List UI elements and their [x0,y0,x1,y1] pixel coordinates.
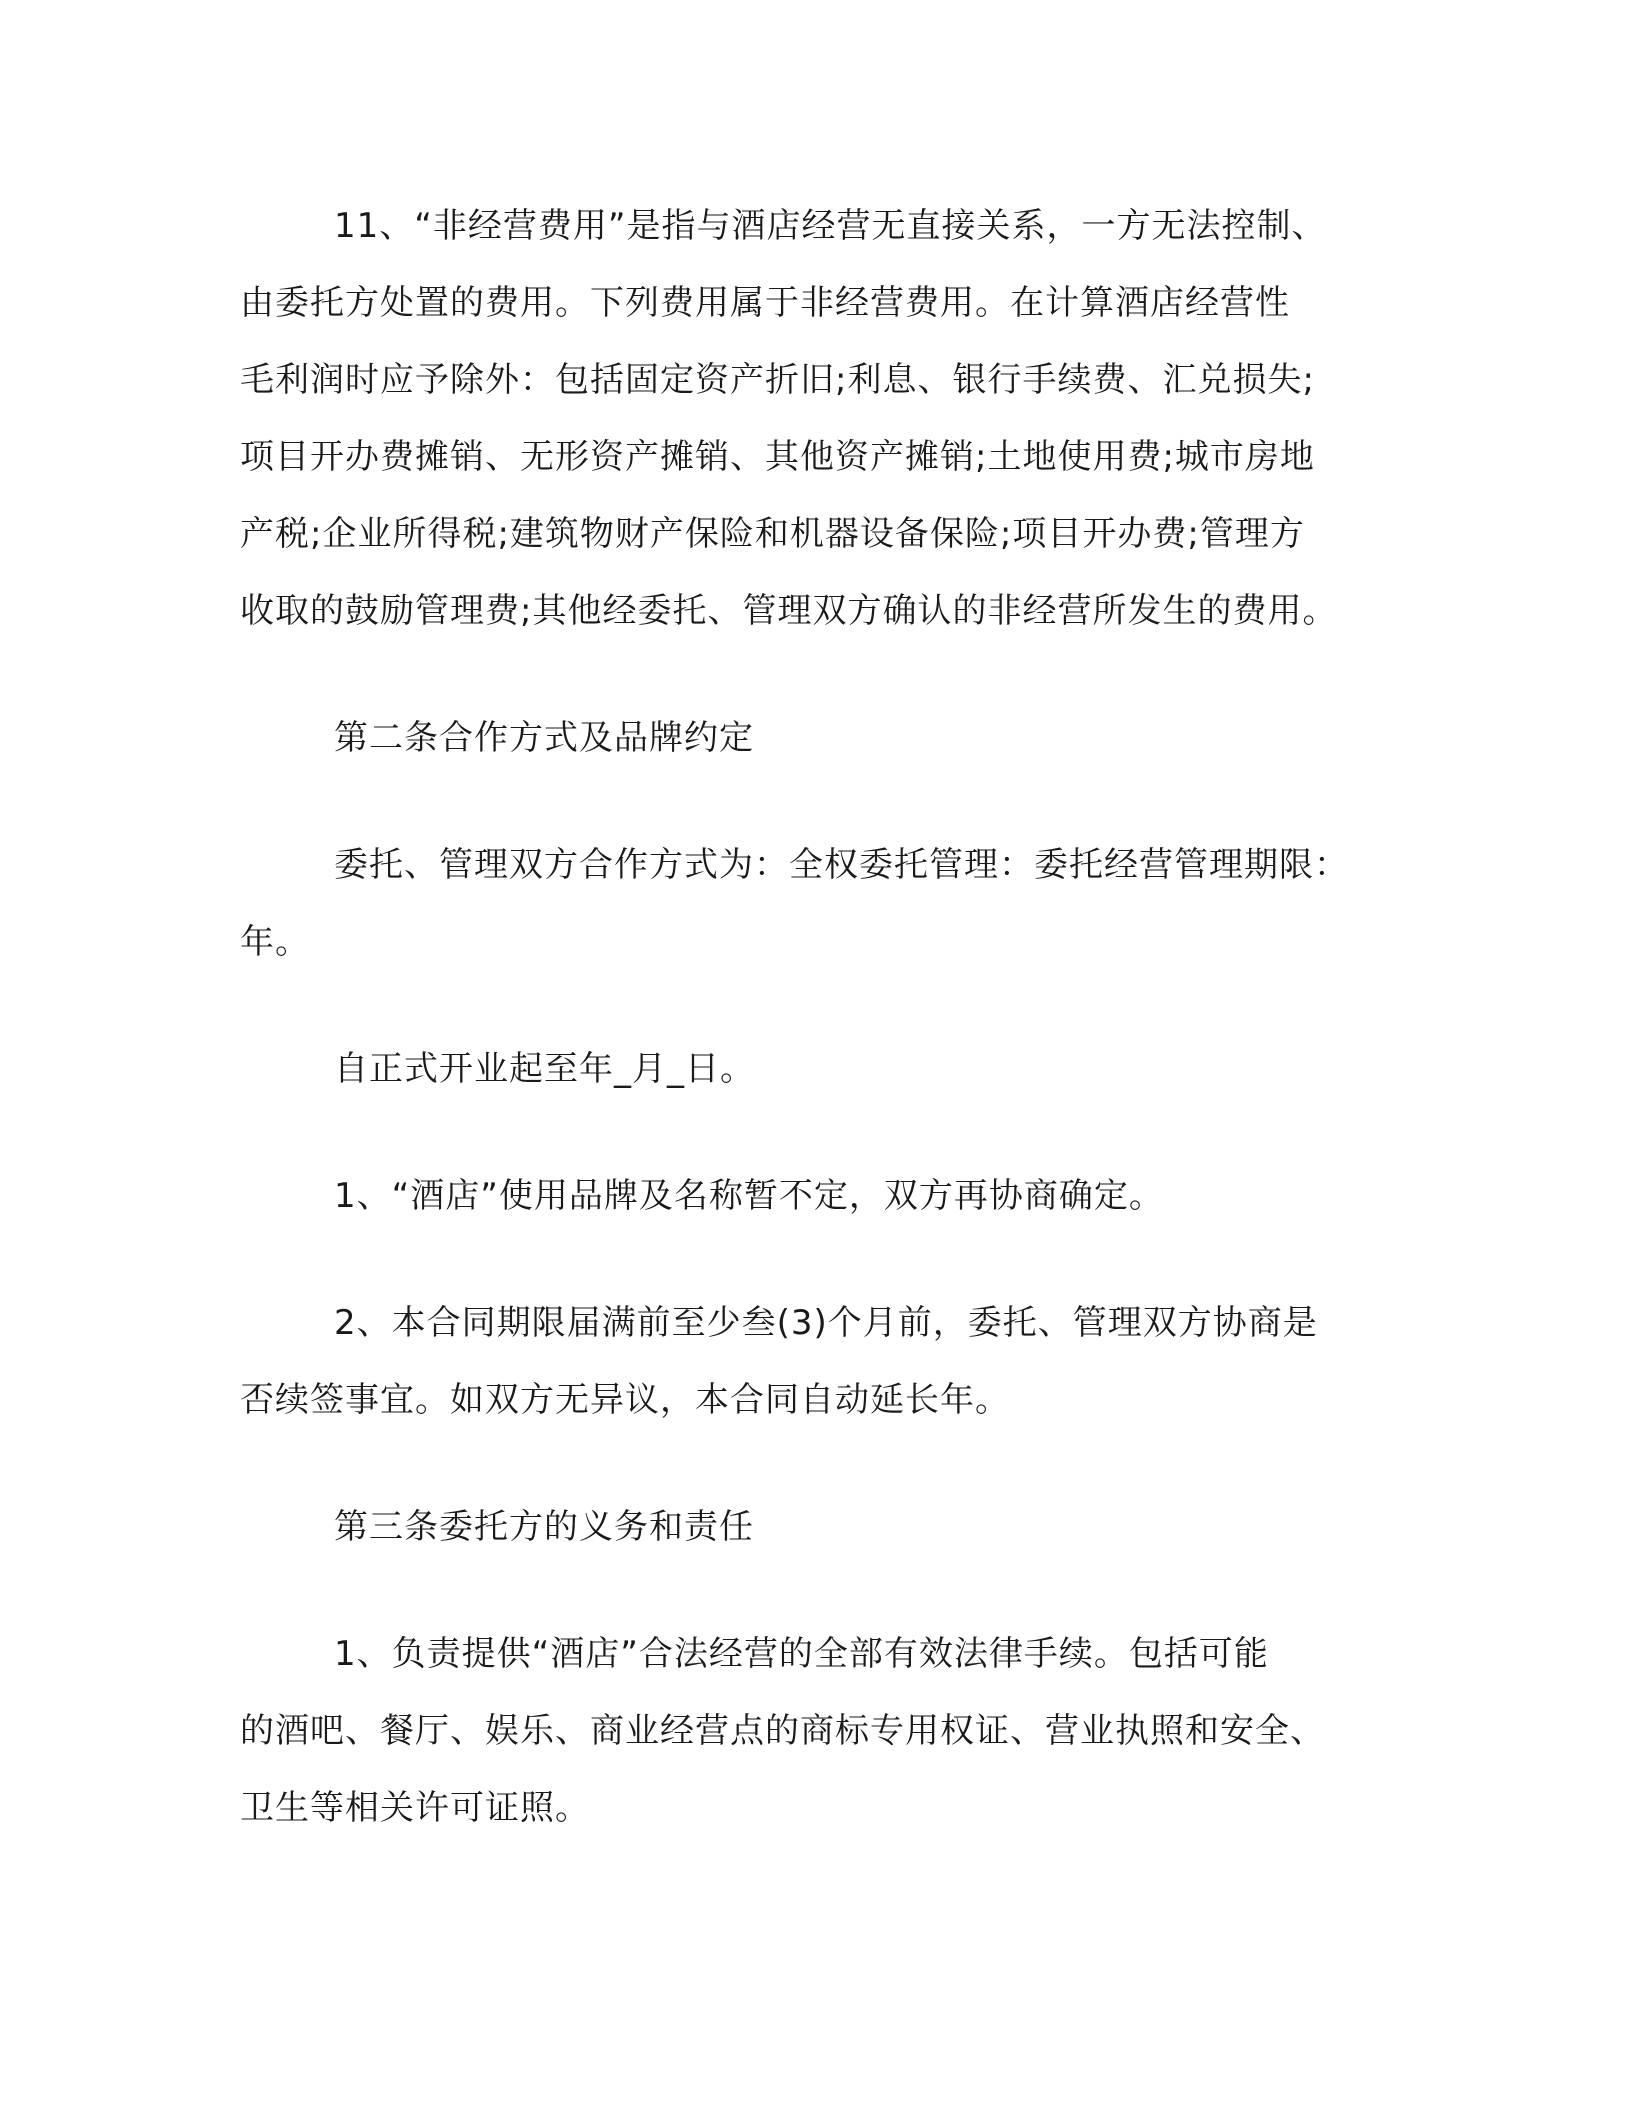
paragraph-cooperation-mode [240,827,1400,981]
text-line: 的酒吧、餐厅、娱乐、商业经营点的商标专用权证、营业执照和安全、 [240,1711,1325,1751]
text-line: 11、“非经营费用”是指与酒店经营无直接关系，一方无法控制、 [334,206,1327,246]
section-heading-article-2 [240,700,1400,777]
paragraph-renewal [240,1285,1400,1439]
text-line: 1、负责提供“酒店”合法经营的全部有效法律手续。包括可能 [334,1634,1269,1674]
paragraph-legal-documents [240,1616,1400,1847]
text-line: 卫生等相关许可证照。 [240,1788,590,1828]
paragraph-non-operating-expenses [240,188,1400,650]
text-line: 自正式开业起至年_月_日。 [334,1049,755,1089]
text-line: 年。 [240,922,310,962]
text-line: 产税;企业所得税;建筑物财产保险和机器设备保险;项目开办费;管理方 [240,514,1305,554]
text-line: 委托、管理双方合作方式为：全权委托管理：委托经营管理期限： [334,845,1349,885]
text-line: 2、本合同期限届满前至少叁(3)个月前，委托、管理双方协商是 [334,1303,1318,1343]
text-line: 毛利润时应予除外：包括固定资产折旧;利息、银行手续费、汇兑损失; [240,360,1315,400]
heading-line: 第二条合作方式及品牌约定 [334,718,754,758]
text-line: 项目开办费摊销、无形资产摊销、其他资产摊销;土地使用费;城市房地 [240,437,1315,477]
paragraph-brand-name [240,1158,1400,1235]
text-line: 收取的鼓励管理费;其他经委托、管理双方确认的非经营所发生的费用。 [240,591,1338,631]
text-line: 由委托方处置的费用。下列费用属于非经营费用。在计算酒店经营性 [240,283,1290,323]
paragraph-term-start [240,1031,1400,1108]
heading-line: 第三条委托方的义务和责任 [334,1507,754,1547]
text-line: 否续签事宜。如双方无异议，本合同自动延长年。 [240,1380,1010,1420]
text-line: 1、“酒店”使用品牌及名称暂不定，双方再协商确定。 [334,1176,1164,1216]
document-page [240,188,1400,1847]
section-heading-article-3 [240,1489,1400,1566]
